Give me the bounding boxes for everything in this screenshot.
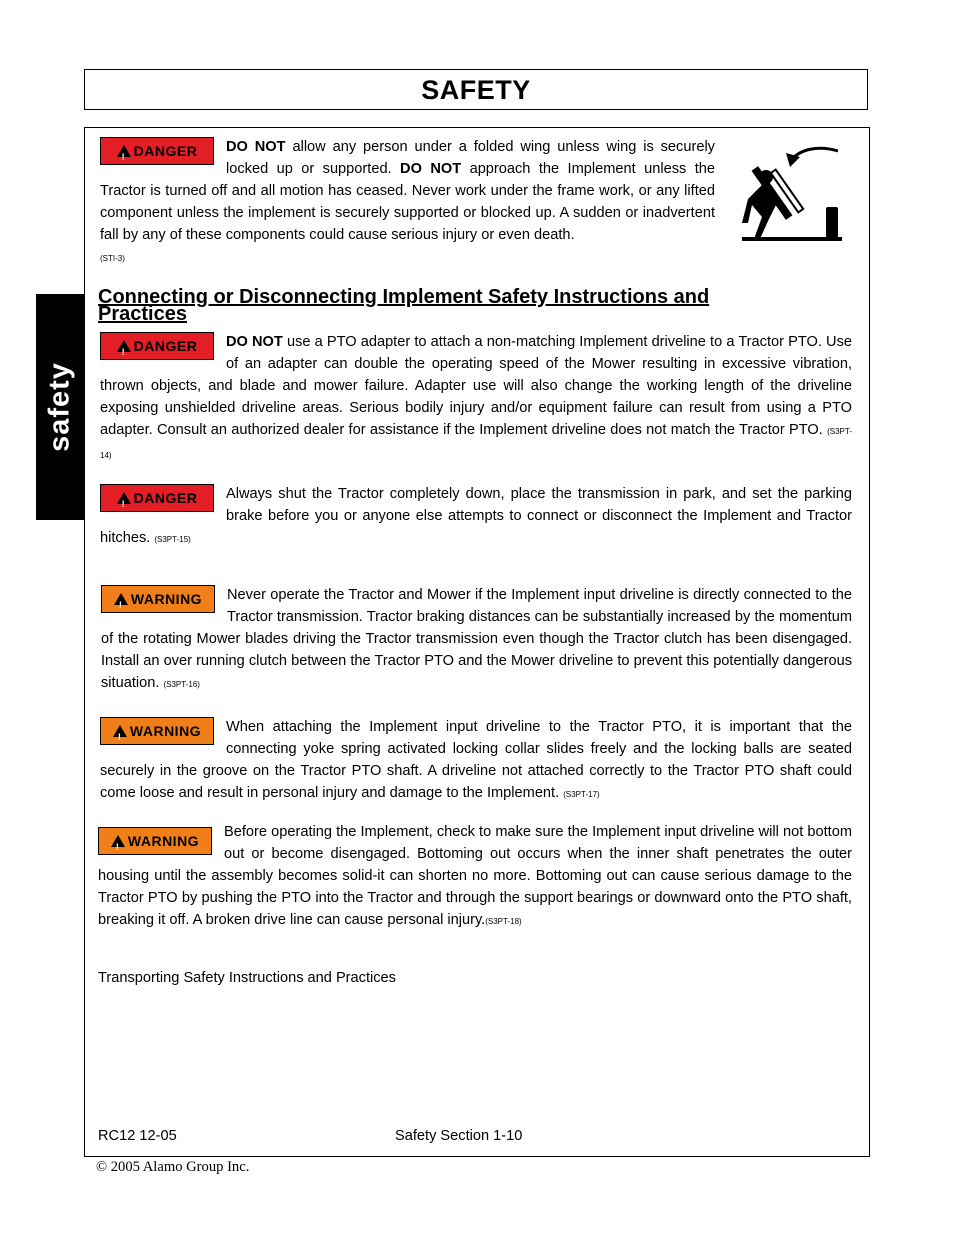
warning-triangle-icon <box>117 145 131 157</box>
warning-triangle-icon <box>117 340 131 352</box>
reference-code: (STI-3) <box>100 254 125 263</box>
crush-hazard-icon <box>738 143 846 243</box>
warning-badge: ! WARNING <box>98 827 212 855</box>
danger-badge: ! DANGER <box>100 137 214 165</box>
reference-code: (S3PT-17) <box>563 790 600 799</box>
copyright: © 2005 Alamo Group Inc. <box>96 1159 250 1175</box>
warning-triangle-icon <box>113 725 127 737</box>
danger-block-wing: ! DANGER DO NOT allow any person under a folded wing unless wing is securely locked up or supported. DO NOT approach the Implement unless the Tractor is turned off and all motion has ceased. Never work under the frame work, or any lifted component unless the implement is securely supported or blocked up. A sudden or inadvertent fall by any of these components could cause serious injury or even death. (STI-3) <box>100 136 715 270</box>
warning-block-transmission: ! WARNING Never operate the Tractor and Mower if the Implement input driveline is directly connected to the Tractor transmission. Tractor braking distances can be substantially increased by the momentum of the rotating Mower blades driving the Tractor transmission even though the Tractor clutch has been disengaged. Install an over running clutch between the Tractor PTO and the Mower driveline to prevent this potentially dangerous situation. (S3PT-16) <box>101 584 852 696</box>
reference-code: (S3PT-14) <box>100 427 852 460</box>
header-box <box>84 69 868 110</box>
transport-heading: Transporting Safety Instructions and Practices <box>98 970 396 986</box>
warning-triangle-icon <box>114 593 128 605</box>
danger-block-pto-adapter: ! DANGER DO NOT use a PTO adapter to attach a non-matching Implement driveline to a Tractor PTO. Use of an adapter can double the operating speed of the Mower resulting in excessive vibration, thrown objects, and blade and mower failure. Adapter use will also change the working length of the driveline exposing unshielded driveline areas. Serious bodily injury and/or equipment failure can result from using a PTO adapter. Consult an authorized dealer for assistance if the Implement driveline does not match the Tractor PTO. (S3PT-14) <box>100 331 852 467</box>
reference-code: (S3PT-18) <box>485 917 522 926</box>
warning-triangle-icon <box>111 835 125 847</box>
side-tab-label: safety <box>43 362 76 452</box>
danger-badge: ! DANGER <box>100 484 214 512</box>
warning-block-attaching: ! WARNING When attaching the Implement input driveline to the Tractor PTO, it is important that the connecting yoke spring activated locking collar slides freely and the locking balls are seated securely in the groove on the Tractor PTO shaft. A driveline not attached correctly to the Tractor PTO shaft could come loose and result in personal injury and damage to the Implement. (S3PT-17) <box>100 716 852 806</box>
warning-triangle-icon <box>117 492 131 504</box>
danger-badge: ! DANGER <box>100 332 214 360</box>
reference-code: (S3PT-15) <box>154 535 191 544</box>
warning-badge: ! WARNING <box>101 585 215 613</box>
warning-block-bottoming: ! WARNING Before operating the Implement, check to make sure the Implement input driveline will not bottom out or become disengaged. Bottoming out occurs when the inner shaft penetrates the outer housing until the assembly becomes solid-it can shorten no more. Bottoming out can cause serious damage to the Tractor PTO by pushing the PTO into the Tractor and through the support bearings or downward onto the PTO shaft, breaking it off. A broken drive line can cause personal injury.(S3PT-18) <box>98 821 852 933</box>
footer-section: Safety Section 1-10 <box>395 1128 523 1144</box>
reference-code: (S3PT-16) <box>163 680 200 689</box>
page-title: SAFETY <box>421 75 531 105</box>
footer-model: RC12 12-05 <box>98 1128 177 1144</box>
section-heading-connecting: Connecting or Disconnecting Implement Safety Instructions and Practices <box>98 286 710 325</box>
danger-block-shutdown: ! DANGER Always shut the Tractor completely down, place the transmission in park, and set the parking brake before you or anyone else attempts to connect or disconnect the Implement and Tractor hitches. (S3PT-15) <box>100 483 852 551</box>
side-tab <box>36 294 85 520</box>
warning-badge: ! WARNING <box>100 717 214 745</box>
